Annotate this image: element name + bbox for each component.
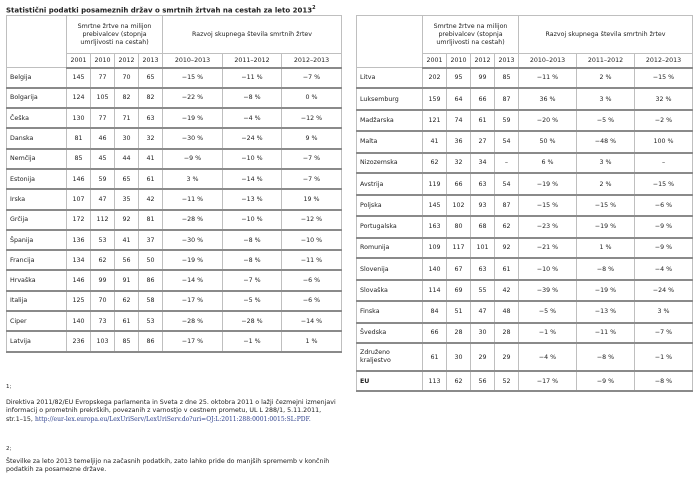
change-percent-cell: −17 % [163,331,223,351]
change-percent-cell: −6 % [282,270,342,290]
change-percent-cell: −1 % [223,331,282,351]
fatality-rate-cell: 85 [495,68,519,89]
header-year: 2001 [67,54,91,68]
fatality-rate-cell: 62 [115,291,139,311]
change-percent-cell: −12 % [282,210,342,230]
header-period: 2011–2012 [577,54,635,68]
change-percent-cell: −15 % [635,173,693,195]
fatality-rate-cell: 136 [67,230,91,250]
table-row [357,195,693,216]
change-percent-cell: −30 % [163,230,223,250]
fatality-rate-cell: 56 [115,250,139,270]
table-row [357,280,693,301]
fatality-rate-cell: 53 [139,311,163,331]
table-row [7,230,342,250]
header-year: 2013 [495,54,519,68]
fatality-rate-cell: 163 [423,216,447,238]
country-name-cell: Italija [7,291,67,311]
country-name-cell: Nizozemska [357,153,423,174]
fatality-rate-cell: 32 [447,153,471,174]
country-name-cell: Slovenija [357,258,423,280]
country-name-cell: Finska [357,301,423,323]
fatality-rate-cell: 41 [139,149,163,169]
change-percent-cell: −6 % [635,195,693,216]
country-name-cell: Danska [7,128,67,148]
footnote-1-marker: 1; [6,384,12,390]
change-percent-cell: −15 % [163,68,223,88]
table-row [357,301,693,323]
change-percent-cell: −28 % [163,210,223,230]
change-percent-cell: −15 % [519,195,577,216]
fatality-rate-cell: 84 [423,301,447,323]
header-year: 2012 [471,54,495,68]
table-row [7,210,342,230]
fatality-rate-cell: 54 [495,173,519,195]
change-percent-cell: −7 % [635,323,693,344]
fatality-rate-cell: 65 [115,169,139,189]
change-percent-cell: 9 % [282,128,342,148]
header-total-fatalities-trend: Razvoj skupnega števila smrtnih žrtev [163,16,342,54]
table-row [7,128,342,148]
header-period: 2010–2013 [519,54,577,68]
change-percent-cell: −1 % [635,343,693,371]
fatality-rate-cell: 159 [423,88,447,110]
table-row [357,238,693,259]
fatality-rate-cell: 85 [115,331,139,351]
change-percent-cell: −13 % [223,189,282,209]
header-period: 2012–2013 [635,54,693,68]
country-name-cell: Litva [357,68,423,89]
fatality-rate-cell: 59 [91,169,115,189]
fatality-rate-cell: 125 [67,291,91,311]
fatality-rate-cell: 145 [67,68,91,88]
table-row [357,258,693,280]
fatality-rate-cell: 56 [471,371,495,391]
change-percent-cell: −6 % [282,291,342,311]
change-percent-cell: −8 % [577,258,635,280]
fatality-rate-cell: 35 [115,189,139,209]
change-percent-cell: −10 % [282,230,342,250]
fatality-rate-cell: 77 [91,108,115,128]
fatality-rate-cell: 101 [471,238,495,259]
change-percent-cell: −39 % [519,280,577,301]
fatality-rate-cell: 86 [139,331,163,351]
fatality-rate-cell: 70 [91,291,115,311]
fatality-rate-cell: 47 [471,301,495,323]
fatality-rate-cell: 114 [423,280,447,301]
country-name-cell: Ciper [7,311,67,331]
change-percent-cell: 3 % [635,301,693,323]
change-percent-cell: −8 % [223,250,282,270]
change-percent-cell: −15 % [577,195,635,216]
change-percent-cell: −8 % [223,230,282,250]
change-percent-cell: – [635,153,693,174]
fatality-rate-cell: 146 [67,270,91,290]
change-percent-cell: −8 % [223,88,282,108]
table-row [7,250,342,270]
fatality-rate-cell: 44 [115,149,139,169]
table-row [357,68,693,89]
fatality-rate-cell: 61 [423,343,447,371]
change-percent-cell: −9 % [635,216,693,238]
table-row [357,323,693,344]
change-percent-cell: −28 % [163,311,223,331]
header-total-fatalities-trend: Razvoj skupnega števila smrtnih žrtev [519,16,693,54]
table-row [7,169,342,189]
fatality-rate-cell: 30 [471,323,495,344]
right-statistics-table [356,15,693,392]
header-period: 2012–2013 [282,54,342,68]
country-name-cell: Madžarska [357,110,423,131]
table-row [357,153,693,174]
header-fatalities-per-million: Smrtne žrtve na milijon prebivalcev (stopnja umrljivosti na cestah) [423,16,519,54]
fatality-rate-cell: 107 [67,189,91,209]
change-percent-cell: −22 % [163,88,223,108]
fatality-rate-cell: 121 [423,110,447,131]
fatality-rate-cell: 146 [67,169,91,189]
fatality-rate-cell: 64 [447,88,471,110]
fatality-rate-cell: 99 [471,68,495,89]
fatality-rate-cell: 66 [447,173,471,195]
country-name-cell: Belgija [7,68,67,88]
fatality-rate-cell: 77 [91,68,115,88]
table-row [7,68,342,88]
fatality-rate-cell: 36 [447,131,471,153]
fatality-rate-cell: 74 [447,110,471,131]
fatality-rate-cell: 61 [115,311,139,331]
header-year: 2010 [91,54,115,68]
fatality-rate-cell: 48 [495,301,519,323]
country-name-cell: Romunija [357,238,423,259]
change-percent-cell: −19 % [519,173,577,195]
table-row [357,88,693,110]
fatality-rate-cell: 70 [115,68,139,88]
country-name-cell: EU [357,371,423,391]
change-percent-cell: −1 % [519,323,577,344]
change-percent-cell: −19 % [577,216,635,238]
country-name-cell: Latvija [7,331,67,351]
fatality-rate-cell: 172 [67,210,91,230]
fatality-rate-cell: 30 [447,343,471,371]
change-percent-cell: −5 % [519,301,577,323]
country-name-cell: Estonija [7,169,67,189]
fatality-rate-cell: 80 [447,216,471,238]
empty-header-cell [7,16,67,68]
change-percent-cell: −12 % [282,108,342,128]
change-percent-cell: −8 % [635,371,693,391]
left-statistics-table [6,15,342,353]
fatality-rate-cell: 63 [471,258,495,280]
change-percent-cell: −5 % [223,291,282,311]
change-percent-cell: −15 % [635,68,693,89]
fatality-rate-cell: 91 [115,270,139,290]
change-percent-cell: −11 % [223,68,282,88]
fatality-rate-cell: 62 [91,250,115,270]
table-row [357,131,693,153]
country-name-cell: Nemčija [7,149,67,169]
fatality-rate-cell: 92 [495,238,519,259]
change-percent-cell: −17 % [163,291,223,311]
fatality-rate-cell: 45 [91,149,115,169]
empty-header-cell [357,16,423,68]
country-name-cell: Združeno kraljestvo [357,343,423,371]
page-title: Statistični podatki posameznih držav o smrtnih žrtvah na cestah za leto 2013$^2$ [6,5,316,15]
fatality-rate-cell: 65 [139,68,163,88]
fatality-rate-cell: 52 [495,371,519,391]
change-percent-cell: −4 % [519,343,577,371]
table-row [357,343,693,371]
header-period: 2010–2013 [163,54,223,68]
fatality-rate-cell: 68 [471,216,495,238]
fatality-rate-cell: 66 [423,323,447,344]
table-row [7,291,342,311]
country-name-cell: Malta [357,131,423,153]
change-percent-cell: −7 % [282,68,342,88]
change-percent-cell: −10 % [519,258,577,280]
country-name-cell: Luksemburg [357,88,423,110]
fatality-rate-cell: 93 [471,195,495,216]
fatality-rate-cell: 109 [423,238,447,259]
fatality-rate-cell: 51 [447,301,471,323]
fatality-rate-cell: 47 [91,189,115,209]
fatality-rate-cell: 87 [495,88,519,110]
table-row [7,331,342,351]
footnote-1-text: Direktiva 2011/82/EU Evropskega parlamenta in Sveta z dne 25. oktobra 2011 o lažji čezmejni izmenjavi informacij o prometnih prekrških, povezanih z varnostjo v cestnem prometu, UL L 288/1, 5.11.2011, str.1–15, http://eur-lex.europa.eu/LexUriServ/LexUriServ.do?uri=OJ:L:2011:288:0001:0015:SL:PDF. [6,399,336,423]
table-row [7,88,342,108]
country-name-cell: Irska [7,189,67,209]
header-period: 2011–2012 [223,54,282,68]
change-percent-cell: −23 % [519,216,577,238]
country-name-cell: Slovaška [357,280,423,301]
footnote-2-text: Številke za leto 2013 temeljijo na začasnih podatkih, zato lahko pride do manjših sprememb v končnih podatkih za posamezne države. [6,458,330,474]
fatality-rate-cell: 53 [91,230,115,250]
table-row [7,270,342,290]
change-percent-cell: −9 % [635,238,693,259]
change-percent-cell: −10 % [223,210,282,230]
country-name-cell: Bolgarija [7,88,67,108]
fatality-rate-cell: 124 [67,88,91,108]
fatality-rate-cell: 29 [471,343,495,371]
fatality-rate-cell: 95 [447,68,471,89]
change-percent-cell: −4 % [635,258,693,280]
fatality-rate-cell: 69 [447,280,471,301]
country-name-cell: Avstrija [357,173,423,195]
change-percent-cell: −11 % [163,189,223,209]
change-percent-cell: −5 % [577,110,635,131]
fatality-rate-cell: 202 [423,68,447,89]
fatality-rate-cell: 55 [471,280,495,301]
fatality-rate-cell: 102 [447,195,471,216]
country-name-cell: Hrvaška [7,270,67,290]
change-percent-cell: −21 % [519,238,577,259]
fatality-rate-cell: 71 [115,108,139,128]
fatality-rate-cell: 63 [471,173,495,195]
fatality-rate-cell: 82 [139,88,163,108]
country-name-cell: Švedska [357,323,423,344]
change-percent-cell: −14 % [223,169,282,189]
fatality-rate-cell: 62 [495,216,519,238]
fatality-rate-cell: 34 [471,153,495,174]
change-percent-cell: −30 % [163,128,223,148]
change-percent-cell: −11 % [577,323,635,344]
fatality-rate-cell: 87 [495,195,519,216]
fatality-rate-cell: 41 [423,131,447,153]
table-row [357,216,693,238]
country-name-cell: Portugalska [357,216,423,238]
change-percent-cell: −24 % [635,280,693,301]
fatality-rate-cell: 85 [67,149,91,169]
change-percent-cell: −14 % [282,311,342,331]
fatality-rate-cell: 130 [67,108,91,128]
fatality-rate-cell: 112 [91,210,115,230]
change-percent-cell: 0 % [282,88,342,108]
fatality-rate-cell: 66 [471,88,495,110]
change-percent-cell: −19 % [577,280,635,301]
footnote-2-marker: 2; [6,446,12,452]
fatality-rate-cell: 46 [91,128,115,148]
change-percent-cell: −7 % [282,169,342,189]
fatality-rate-cell: 105 [91,88,115,108]
fatality-rate-cell: 62 [423,153,447,174]
fatality-rate-cell: 42 [495,280,519,301]
fatality-rate-cell: 134 [67,250,91,270]
change-percent-cell: 1 % [282,331,342,351]
fatality-rate-cell: 81 [67,128,91,148]
change-percent-cell: 36 % [519,88,577,110]
change-percent-cell: −4 % [223,108,282,128]
change-percent-cell: −11 % [519,68,577,89]
country-name-cell: Grčija [7,210,67,230]
change-percent-cell: −13 % [577,301,635,323]
change-percent-cell: −7 % [282,149,342,169]
change-percent-cell: −8 % [577,343,635,371]
change-percent-cell: 2 % [577,173,635,195]
fatality-rate-cell: 81 [139,210,163,230]
footnote-1-link[interactable]: http://eur-lex.europa.eu/LexUriServ/LexUriServ.do?uri=OJ:L:2011:288:0001:0015:SL:PDF. [34,415,311,423]
change-percent-cell: −24 % [223,128,282,148]
fatality-rate-cell: 37 [139,230,163,250]
fatality-rate-cell: 103 [91,331,115,351]
fatality-rate-cell: 63 [139,108,163,128]
fatality-rate-cell: 50 [139,250,163,270]
fatality-rate-cell: 99 [91,270,115,290]
fatality-rate-cell: 30 [115,128,139,148]
fatality-rate-cell: 61 [471,110,495,131]
change-percent-cell: −19 % [163,250,223,270]
change-percent-cell: −20 % [519,110,577,131]
change-percent-cell: −10 % [223,149,282,169]
fatality-rate-cell: 119 [423,173,447,195]
country-name-cell: Poljska [357,195,423,216]
table-row [357,371,693,391]
fatality-rate-cell: 73 [91,311,115,331]
fatality-rate-cell: – [495,153,519,174]
fatality-rate-cell: 86 [139,270,163,290]
fatality-rate-cell: 82 [115,88,139,108]
header-year: 2010 [447,54,471,68]
change-percent-cell: −7 % [223,270,282,290]
change-percent-cell: −9 % [163,149,223,169]
change-percent-cell: −19 % [163,108,223,128]
header-year: 2013 [139,54,163,68]
change-percent-cell: 3 % [577,88,635,110]
change-percent-cell: 19 % [282,189,342,209]
change-percent-cell: 1 % [577,238,635,259]
change-percent-cell: 50 % [519,131,577,153]
change-percent-cell: −17 % [519,371,577,391]
header-fatalities-per-million: Smrtne žrtve na milijon prebivalcev (stopnja umrljivosti na cestah) [67,16,163,54]
fatality-rate-cell: 61 [139,169,163,189]
fatality-rate-cell: 67 [447,258,471,280]
fatality-rate-cell: 92 [115,210,139,230]
fatality-rate-cell: 28 [495,323,519,344]
header-year: 2012 [115,54,139,68]
change-percent-cell: −9 % [577,371,635,391]
fatality-rate-cell: 140 [67,311,91,331]
fatality-rate-cell: 41 [115,230,139,250]
fatality-rate-cell: 117 [447,238,471,259]
change-percent-cell: 32 % [635,88,693,110]
table-row [7,189,342,209]
fatality-rate-cell: 140 [423,258,447,280]
country-name-cell: Češka [7,108,67,128]
fatality-rate-cell: 28 [447,323,471,344]
fatality-rate-cell: 59 [495,110,519,131]
table-row [357,110,693,131]
header-year: 2001 [423,54,447,68]
change-percent-cell: −2 % [635,110,693,131]
change-percent-cell: −14 % [163,270,223,290]
country-name-cell: Španija [7,230,67,250]
country-name-cell: Francija [7,250,67,270]
table-row [357,173,693,195]
fatality-rate-cell: 61 [495,258,519,280]
fatality-rate-cell: 58 [139,291,163,311]
change-percent-cell: 100 % [635,131,693,153]
table-row [7,149,342,169]
table-row [7,311,342,331]
fatality-rate-cell: 29 [495,343,519,371]
fatality-rate-cell: 42 [139,189,163,209]
table-row [7,108,342,128]
fatality-rate-cell: 236 [67,331,91,351]
change-percent-cell: 3 % [163,169,223,189]
change-percent-cell: −48 % [577,131,635,153]
fatality-rate-cell: 27 [471,131,495,153]
fatality-rate-cell: 54 [495,131,519,153]
fatality-rate-cell: 113 [423,371,447,391]
change-percent-cell: 3 % [577,153,635,174]
change-percent-cell: 6 % [519,153,577,174]
change-percent-cell: −11 % [282,250,342,270]
fatality-rate-cell: 32 [139,128,163,148]
fatality-rate-cell: 62 [447,371,471,391]
fatality-rate-cell: 145 [423,195,447,216]
change-percent-cell: 2 % [577,68,635,89]
change-percent-cell: −28 % [223,311,282,331]
